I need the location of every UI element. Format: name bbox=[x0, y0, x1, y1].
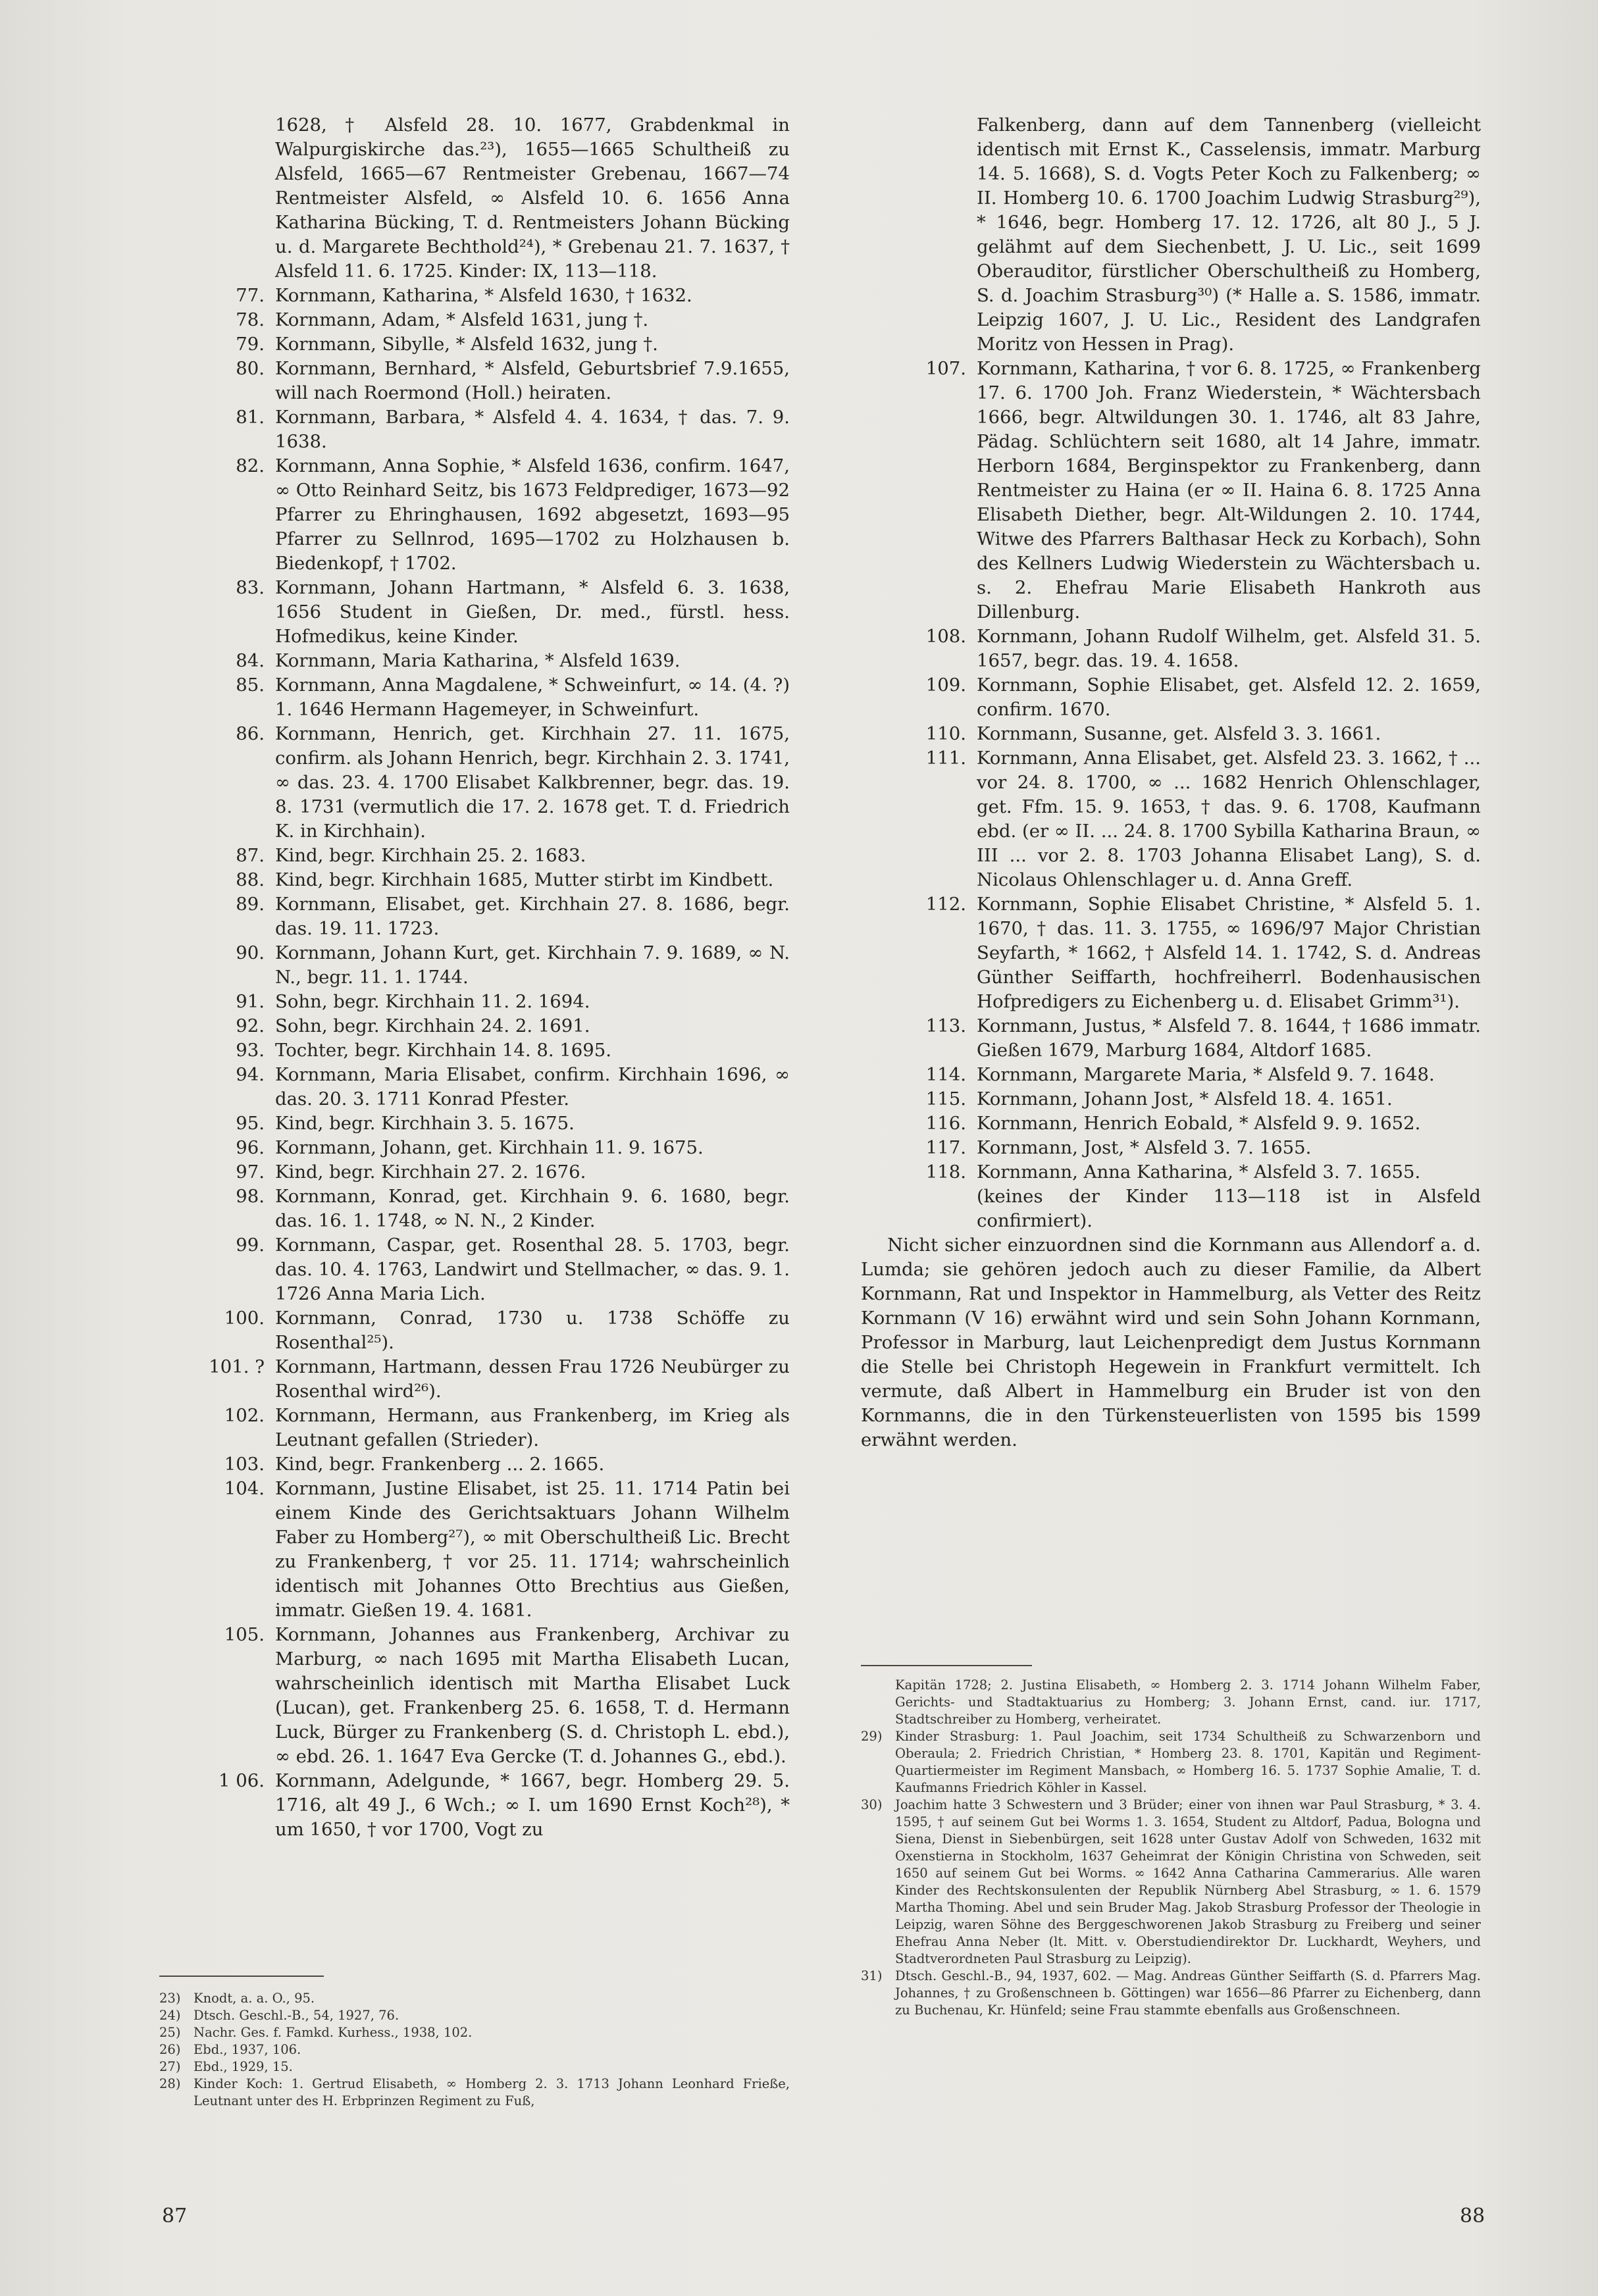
genealogy-entry bbox=[861, 1185, 1481, 1233]
entry-number: 85. bbox=[236, 675, 265, 696]
entry-number: 108. bbox=[925, 626, 966, 647]
genealogy-entry bbox=[159, 357, 790, 405]
footnote bbox=[861, 1797, 1481, 1968]
genealogy-entry bbox=[159, 649, 790, 673]
genealogy-entry bbox=[159, 1111, 790, 1136]
entry-number: 89. bbox=[236, 894, 265, 915]
genealogy-entry bbox=[159, 1063, 790, 1111]
footnote-number: 28) bbox=[159, 2076, 181, 2091]
genealogy-entry bbox=[861, 746, 1481, 892]
entry-text: (keines der Kinder 113—118 ist in Alsfeld confirmiert). bbox=[977, 1186, 1481, 1231]
entry-number: 111. bbox=[925, 748, 966, 769]
entry-text: Kornmann, Susanne, get. Alsfeld 3. 3. 1661. bbox=[977, 723, 1381, 744]
entry-text: Kornmann, Johann, get. Kirchhain 11. 9. 1675. bbox=[275, 1137, 704, 1158]
footnote-text: Ebd., 1937, 106. bbox=[193, 2042, 301, 2057]
footnote-text: Nachr. Ges. f. Famkd. Kurhess., 1938, 102. bbox=[193, 2025, 473, 2040]
footnote-text: Joachim hatte 3 Schwestern und 3 Brüder; einer von ihnen war Paul Strasburg, * 3. 4. 1595, † auf seinem Gut bei Worms 1. 3. 1654, Student zu Altdorf, Padua, Bologna und Siena, Dienst in Siebenbürgen, seit 1628 unter Gustav Adolf von Schweden, 1632 mit Oxenstierna in Stockholm, 1637 Geheimrat der Königin Christina von Schweden, seit 1650 auf seinem Gut bei Worms. ∞ 1642 Anna Catharina Cammerarius. Alle waren Kinder des Rechtskonsulenten der Republik Nürnberg Abel Strasburg, ∞ 1. 6. 1579 Martha Thoming. Abel und sein Bruder Mag. Jakob Strasburg Professor der Theologie in Leipzig, waren Söhne des Berggeschworenen Jakob Strasburg zu Freiberg und seiner Ehefrau Anna Neber (lt. Mitt. v. Oberstudiendirektor Dr. Luckhardt, Weyhers, und Stadtverordneten Paul Strasburg zu Leipzig). bbox=[895, 1797, 1481, 1966]
right-footnotes bbox=[861, 1677, 1481, 2019]
entry-text: Sohn, begr. Kirchhain 11. 2. 1694. bbox=[275, 991, 590, 1012]
entry-text: Kornmann, Johann Jost, * Alsfeld 18. 4. 1651. bbox=[977, 1088, 1393, 1110]
entry-number: 112. bbox=[925, 894, 966, 915]
entry-number: 83. bbox=[236, 577, 265, 598]
genealogy-entry bbox=[159, 576, 790, 649]
genealogy-entry bbox=[861, 673, 1481, 722]
entry-number: 99. bbox=[236, 1235, 265, 1256]
entry-text: Kornmann, Johann Hartmann, * Alsfeld 6. 3. 1638, 1656 Student in Gießen, Dr. med., fürstl. hess. Hofmedikus, keine Kinder. bbox=[275, 577, 790, 647]
genealogy-entry bbox=[159, 1477, 790, 1623]
footnote-text: Ebd., 1929, 15. bbox=[193, 2059, 293, 2074]
genealogy-entry bbox=[159, 990, 790, 1014]
entry-text: Kornmann, Conrad, 1730 u. 1738 Schöffe zu Rosenthal²⁵). bbox=[275, 1308, 790, 1353]
genealogy-entry bbox=[159, 308, 790, 332]
genealogy-entry bbox=[159, 1769, 790, 1842]
entry-number: 81. bbox=[236, 407, 265, 428]
genealogy-entry bbox=[159, 405, 790, 454]
entry-text: Kornmann, Johann Rudolf Wilhelm, get. Alsfeld 31. 5. 1657, begr. das. 19. 4. 1658. bbox=[977, 626, 1481, 671]
footnote bbox=[159, 2041, 790, 2058]
entry-number: 96. bbox=[236, 1137, 265, 1158]
entry-text: Kornmann, Anna Katharina, * Alsfeld 3. 7. 1655. bbox=[977, 1161, 1421, 1183]
entry-text: Kornmann, Anna Sophie, * Alsfeld 1636, confirm. 1647, ∞ Otto Reinhard Seitz, bis 1673 Feldprediger, 1673—92 Pfarrer zu Ehringhausen, 1692 abgesetzt, 1693—95 Pfarrer zu Sellnrod, 1695—1702 zu Holzhausen b. Biedenkopf, † 1702. bbox=[275, 455, 790, 574]
entry-number: 90. bbox=[236, 942, 265, 963]
entry-text: Kornmann, Anna Magdalene, * Schweinfurt, ∞ 14. (4. ?) 1. 1646 Hermann Hagemeyer, in Schweinfurt. bbox=[275, 675, 790, 720]
footnote-number: 27) bbox=[159, 2059, 181, 2074]
footnote-text: Kinder Koch: 1. Gertrud Elisabeth, ∞ Homberg 2. 3. 1713 Johann Leonhard Frieße, Leutnant unter des H. Erbprinzen Regiment zu Fuß, bbox=[193, 2076, 790, 2108]
genealogy-entry bbox=[159, 1452, 790, 1477]
entry-number: 1 06. bbox=[219, 1770, 265, 1791]
genealogy-entry bbox=[159, 332, 790, 357]
footnote-number: 30) bbox=[861, 1797, 883, 1812]
entry-number: 98. bbox=[236, 1186, 265, 1207]
entry-number: 91. bbox=[236, 991, 265, 1012]
footnote-text: Knodt, a. a. O., 95. bbox=[193, 1991, 315, 2006]
entry-text: Kornmann, Margarete Maria, * Alsfeld 9. 7. 1648. bbox=[977, 1064, 1435, 1085]
entry-number: 103. bbox=[224, 1454, 265, 1475]
footnote bbox=[159, 2024, 790, 2041]
entry-text: Kornmann, Sibylle, * Alsfeld 1632, jung †. bbox=[275, 334, 658, 355]
right-footnote-rule bbox=[861, 1665, 1032, 1666]
right-page-number: 88 bbox=[1460, 2205, 1485, 2228]
entry-text: Kornmann, Maria Elisabet, confirm. Kirchhain 1696, ∞ das. 20. 3. 1711 Konrad Pfester. bbox=[275, 1064, 790, 1110]
entry-number: 115. bbox=[925, 1088, 966, 1110]
left-footnote-rule bbox=[159, 1976, 324, 1977]
footnote-number: 26) bbox=[159, 2042, 181, 2057]
genealogy-entry bbox=[861, 1014, 1481, 1063]
entry-text: Kornmann, Elisabet, get. Kirchhain 27. 8. 1686, begr. das. 19. 11. 1723. bbox=[275, 894, 790, 939]
genealogy-entry bbox=[159, 1306, 790, 1355]
genealogy-entry bbox=[861, 722, 1481, 746]
entry-text: Kornmann, Caspar, get. Rosenthal 28. 5. 1703, begr. das. 10. 4. 1763, Landwirt und Stellmacher, ∞ das. 9. 1. 1726 Anna Maria Lich. bbox=[275, 1235, 790, 1304]
footnote-number: 24) bbox=[159, 2008, 181, 2023]
left-page-column bbox=[159, 113, 790, 1842]
genealogy-entry bbox=[159, 1038, 790, 1063]
entry-text: Kornmann, Hermann, aus Frankenberg, im Krieg als Leutnant gefallen (Strieder). bbox=[275, 1405, 790, 1450]
entry-number: 92. bbox=[236, 1015, 265, 1036]
entry-text: Kornmann, Hartmann, dessen Frau 1726 Neubürger zu Rosenthal wird²⁶). bbox=[275, 1356, 790, 1402]
entry-number: 116. bbox=[925, 1113, 966, 1134]
footnote-text: Dtsch. Geschl.-B., 94, 1937, 602. — Mag. Andreas Günther Seiffarth (S. d. Pfarrers Mag. Johannes, † zu Großenschneen b. Göttingen) war 1656—86 Pfarrer zu Eichenberg, dann zu Buchenau, Kr. Hünfeld; seine Frau stammte ebenfalls aus Großenschneen. bbox=[895, 1968, 1481, 2018]
entry-text: Kornmann, Katharina, * Alsfeld 1630, † 1632. bbox=[275, 285, 692, 306]
genealogy-entry bbox=[861, 1087, 1481, 1111]
entry-number: 118. bbox=[925, 1161, 966, 1183]
footnote bbox=[159, 1990, 790, 2007]
footnote bbox=[159, 2058, 790, 2076]
entry-number: 113. bbox=[925, 1015, 966, 1036]
entry-text: Kornmann, Johannes aus Frankenberg, Archivar zu Marburg, ∞ nach 1695 mit Martha Elisabeth Lucan, wahrscheinlich identisch mit Martha Elisabet Luck (Lucan), get. Frankenberg 25. 6. 1658, T. d. Hermann Luck, Bürger zu Frankenberg (S. d. Christoph L. ebd.), ∞ ebd. 26. 1. 1647 Eva Gercke (T. d. Johannes G., ebd.). bbox=[275, 1624, 790, 1767]
entry-number: 107. bbox=[925, 358, 966, 379]
genealogy-entry bbox=[159, 113, 790, 284]
entry-text: Kind, begr. Kirchhain 3. 5. 1675. bbox=[275, 1113, 575, 1134]
entry-number: 82. bbox=[236, 455, 265, 476]
entry-number: 87. bbox=[236, 845, 265, 866]
entry-text: Kornmann, Barbara, * Alsfeld 4. 4. 1634, † das. 7. 9. 1638. bbox=[275, 407, 790, 452]
entry-text: Kind, begr. Kirchhain 1685, Mutter stirbt im Kindbett. bbox=[275, 869, 774, 890]
genealogy-entry bbox=[159, 1623, 790, 1769]
footnote-number: 23) bbox=[159, 1991, 181, 2006]
entry-number: 88. bbox=[236, 869, 265, 890]
genealogy-entry bbox=[159, 1233, 790, 1306]
entry-number: 78. bbox=[236, 309, 265, 330]
entry-number: 105. bbox=[224, 1624, 265, 1645]
entry-number: 109. bbox=[925, 675, 966, 696]
genealogy-entry bbox=[159, 868, 790, 892]
entry-text: Kind, begr. Frankenberg ... 2. 1665. bbox=[275, 1454, 605, 1475]
footnote-text: Kinder Strasburg: 1. Paul Joachim, seit 1734 Schultheiß zu Schwarzenborn und Oberaula; 2. Friedrich Christian, * Homberg 23. 8. 1701, Kapitän und Regiment-Quartiermeister im Regiment Mansbach, ∞ Homberg 16. 5. 1737 Sophie Amalie, T. d. Kaufmanns Friedrich Köhler in Kassel. bbox=[895, 1729, 1481, 1795]
entry-number: 114. bbox=[925, 1064, 966, 1085]
genealogy-entry bbox=[861, 1160, 1481, 1185]
right-page-column bbox=[861, 113, 1481, 1452]
genealogy-entry bbox=[861, 113, 1481, 357]
entry-text: Kind, begr. Kirchhain 25. 2. 1683. bbox=[275, 845, 586, 866]
genealogy-entry bbox=[159, 722, 790, 844]
entry-text: Kornmann, Adelgunde, * 1667, begr. Homberg 29. 5. 1716, alt 49 J., 6 Wch.; ∞ I. um 1690 Ernst Koch²⁸), * um 1650, † vor 1700, Vogt zu bbox=[275, 1770, 790, 1840]
entry-text: Sohn, begr. Kirchhain 24. 2. 1691. bbox=[275, 1015, 590, 1036]
entry-text: Kornmann, Katharina, † vor 6. 8. 1725, ∞ Frankenberg 17. 6. 1700 Joh. Franz Wiederstein, * Wächtersbach 1666, begr. Altwildungen 30. 1. 1746, alt 83 Jahre, Pädag. Schlüchtern seit 1680, alt 14 Jahre, immatr. Herborn 1684, Berginspektor zu Frankenberg, dann Rentmeister zu Haina (er ∞ II. Haina 6. 8. 1725 Anna Elisabeth Diether, begr. Alt-Wildungen 2. 10. 1744, Witwe des Pfarrers Balthasar Heck zu Korbach), Sohn des Kellners Ludwig Wiederstein zu Wächtersbach u. s. 2. Ehefrau Marie Elisabeth Hankroth aus Dillenburg. bbox=[977, 358, 1481, 623]
entry-number: 104. bbox=[224, 1478, 265, 1499]
entry-text: Kornmann, Sophie Elisabet, get. Alsfeld 12. 2. 1659, confirm. 1670. bbox=[977, 675, 1481, 720]
genealogy-entry bbox=[861, 1136, 1481, 1160]
entry-number: 86. bbox=[236, 723, 265, 744]
body-paragraph: Nicht sicher einzuordnen sind die Kornmann aus Allendorf a. d. Lumda; sie gehören jedoch auch zu dieser Familie, da Albert Kornmann, Rat und Inspektor in Hammelburg, als Vetter des Reitz Kornmann (V 16) erwähnt wird und sein Sohn Johann Kornmann, Professor in Marburg, laut Leichenpredigt dem Justus Kornmann die Stelle bei Christoph Hegewein in Frankfurt vermittelt. Ich vermute, daß Albert in Hammelburg ein Bruder ist von den Kornmanns, die in den Türkensteuerlisten von 1595 bis 1599 erwähnt werden. bbox=[861, 1235, 1481, 1450]
genealogy-entry bbox=[861, 892, 1481, 1014]
genealogy-entry bbox=[159, 941, 790, 990]
footnote bbox=[861, 1968, 1481, 2019]
footnote bbox=[159, 2076, 790, 2110]
footnote bbox=[861, 1677, 1481, 1728]
entry-number: 97. bbox=[236, 1161, 265, 1183]
genealogy-entry bbox=[861, 357, 1481, 625]
genealogy-entry bbox=[159, 844, 790, 868]
footnote-number: 25) bbox=[159, 2025, 181, 2040]
footnote-number: 31) bbox=[861, 1968, 883, 1983]
entry-text: Kornmann, Sophie Elisabet Christine, * Alsfeld 5. 1. 1670, † das. 11. 3. 1755, ∞ 1696/97 Major Christian Seyfarth, * 1662, † Alsfeld 14. 1. 1742, S. d. Andreas Günther Seiffarth, hochfreiherrl. Bodenhausischen Hofpredigers zu Eichenberg u. d. Elisabet Grimm³¹). bbox=[977, 894, 1481, 1012]
entry-number: 117. bbox=[925, 1137, 966, 1158]
footnote-text: Kapitän 1728; 2. Justina Elisabeth, ∞ Homberg 2. 3. 1714 Johann Wilhelm Faber, Gerichts- und Stadtaktuarius zu Homberg; 3. Johann Ernst, cand. iur. 1717, Stadtschreiber zu Homberg, verheiratet. bbox=[895, 1677, 1481, 1727]
genealogy-entry bbox=[159, 1404, 790, 1452]
entry-text: Kornmann, Johann Kurt, get. Kirchhain 7. 9. 1689, ∞ N. N., begr. 11. 1. 1744. bbox=[275, 942, 790, 988]
left-footnotes bbox=[159, 1990, 790, 2110]
entry-text: Falkenberg, dann auf dem Tannenberg (vielleicht identisch mit Ernst K., Casselensis, immatr. Marburg 14. 5. 1668), S. d. Vogts Peter Koch zu Falkenberg; ∞ II. Homberg 10. 6. 1700 Joachim Ludwig Strasburg²⁹), * 1646, begr. Homberg 17. 12. 1726, alt 80 J., 5 J. gelähmt auf dem Siechenbett, J. U. Lic., seit 1699 Oberauditor, fürstlicher Oberschultheiß zu Homberg, S. d. Joachim Strasburg³⁰) (* Halle a. S. 1586, immatr. Leipzig 1607, J. U. Lic., Resident des Landgrafen Moritz von Hessen in Prag). bbox=[977, 115, 1481, 355]
genealogy-entry bbox=[159, 892, 790, 941]
entry-number: 94. bbox=[236, 1064, 265, 1085]
entry-number: 110. bbox=[925, 723, 966, 744]
entry-text: Kind, begr. Kirchhain 27. 2. 1676. bbox=[275, 1161, 586, 1183]
genealogy-entry bbox=[159, 1014, 790, 1038]
entry-number: 80. bbox=[236, 358, 265, 379]
genealogy-entry bbox=[861, 1063, 1481, 1087]
entry-number: 77. bbox=[236, 285, 265, 306]
entry-text: Kornmann, Henrich Eobald, * Alsfeld 9. 9. 1652. bbox=[977, 1113, 1421, 1134]
entry-text: Kornmann, Anna Elisabet, get. Alsfeld 23. 3. 1662, † ... vor 24. 8. 1700, ∞ ... 1682 Henrich Ohlenschlager, get. Ffm. 15. 9. 1653, † das. 9. 6. 1708, Kaufmann ebd. (er ∞ II. ... 24. 8. 1700 Sybilla Katharina Braun, ∞ III ... vor 2. 8. 1703 Johanna Elisabet Lang), S. d. Nicolaus Ohlenschlager u. d. Anna Greff. bbox=[977, 748, 1481, 890]
entry-number: 102. bbox=[224, 1405, 265, 1426]
left-page-number: 87 bbox=[162, 2205, 188, 2228]
genealogy-entry bbox=[159, 1355, 790, 1404]
entry-text: Kornmann, Henrich, get. Kirchhain 27. 11. 1675, confirm. als Johann Henrich, begr. Kirchhain 2. 3. 1741, ∞ das. 23. 4. 1700 Elisabet Kalkbrenner, begr. das. 19. 8. 1731 (vermutlich die 17. 2. 1678 get. T. d. Friedrich K. in Kirchhain). bbox=[275, 723, 790, 842]
footnote-text: Dtsch. Geschl.-B., 54, 1927, 76. bbox=[193, 2008, 400, 2023]
entry-text: Kornmann, Maria Katharina, * Alsfeld 1639. bbox=[275, 650, 681, 671]
genealogy-entry bbox=[159, 1136, 790, 1160]
entry-number: 79. bbox=[236, 334, 265, 355]
entry-text: 1628, † Alsfeld 28. 10. 1677, Grabdenkmal in Walpurgiskirche das.²³), 1655—1665 Schultheiß zu Alsfeld, 1665—67 Rentmeister Grebenau, 1667—74 Rentmeister Alsfeld, ∞ Alsfeld 10. 6. 1656 Anna Katharina Bücking, T. d. Rentmeisters Johann Bücking u. d. Margarete Bechthold²⁴), * Grebenau 21. 7. 1637, † Alsfeld 11. 6. 1725. Kinder: IX, 113—118. bbox=[275, 115, 790, 282]
entry-text: Kornmann, Adam, * Alsfeld 1631, jung †. bbox=[275, 309, 649, 330]
entry-number: 95. bbox=[236, 1113, 265, 1134]
footnote bbox=[861, 1728, 1481, 1797]
genealogy-entry bbox=[861, 1111, 1481, 1136]
entry-text: Tochter, begr. Kirchhain 14. 8. 1695. bbox=[275, 1040, 612, 1061]
entry-text: Kornmann, Jost, * Alsfeld 3. 7. 1655. bbox=[977, 1137, 1312, 1158]
entry-text: Kornmann, Bernhard, * Alsfeld, Geburtsbrief 7.9.1655, will nach Roermond (Holl.) heiraten. bbox=[275, 358, 790, 403]
entry-number: 101. ? bbox=[209, 1356, 265, 1377]
footnote bbox=[159, 2007, 790, 2024]
genealogy-entry bbox=[861, 625, 1481, 673]
genealogy-entry bbox=[159, 454, 790, 576]
genealogy-entry bbox=[159, 1185, 790, 1233]
genealogy-entry bbox=[159, 1160, 790, 1185]
entry-text: Kornmann, Konrad, get. Kirchhain 9. 6. 1680, begr. das. 16. 1. 1748, ∞ N. N., 2 Kinder. bbox=[275, 1186, 790, 1231]
entry-text: Kornmann, Justine Elisabet, ist 25. 11. 1714 Patin bei einem Kinde des Gerichtsaktuars Johann Wilhelm Faber zu Homberg²⁷), ∞ mit Oberschultheiß Lic. Brecht zu Frankenberg, † vor 25. 11. 1714; wahrscheinlich identisch mit Johannes Otto Brechtius aus Gießen, immatr. Gießen 19. 4. 1681. bbox=[275, 1478, 790, 1621]
entry-number: 84. bbox=[236, 650, 265, 671]
entry-text: Kornmann, Justus, * Alsfeld 7. 8. 1644, † 1686 immatr. Gießen 1679, Marburg 1684, Altdorf 1685. bbox=[977, 1015, 1481, 1061]
footnote-number: 29) bbox=[861, 1729, 883, 1744]
entry-number: 93. bbox=[236, 1040, 265, 1061]
genealogy-entry bbox=[159, 284, 790, 308]
genealogy-entry bbox=[159, 673, 790, 722]
entry-number: 100. bbox=[224, 1308, 265, 1329]
